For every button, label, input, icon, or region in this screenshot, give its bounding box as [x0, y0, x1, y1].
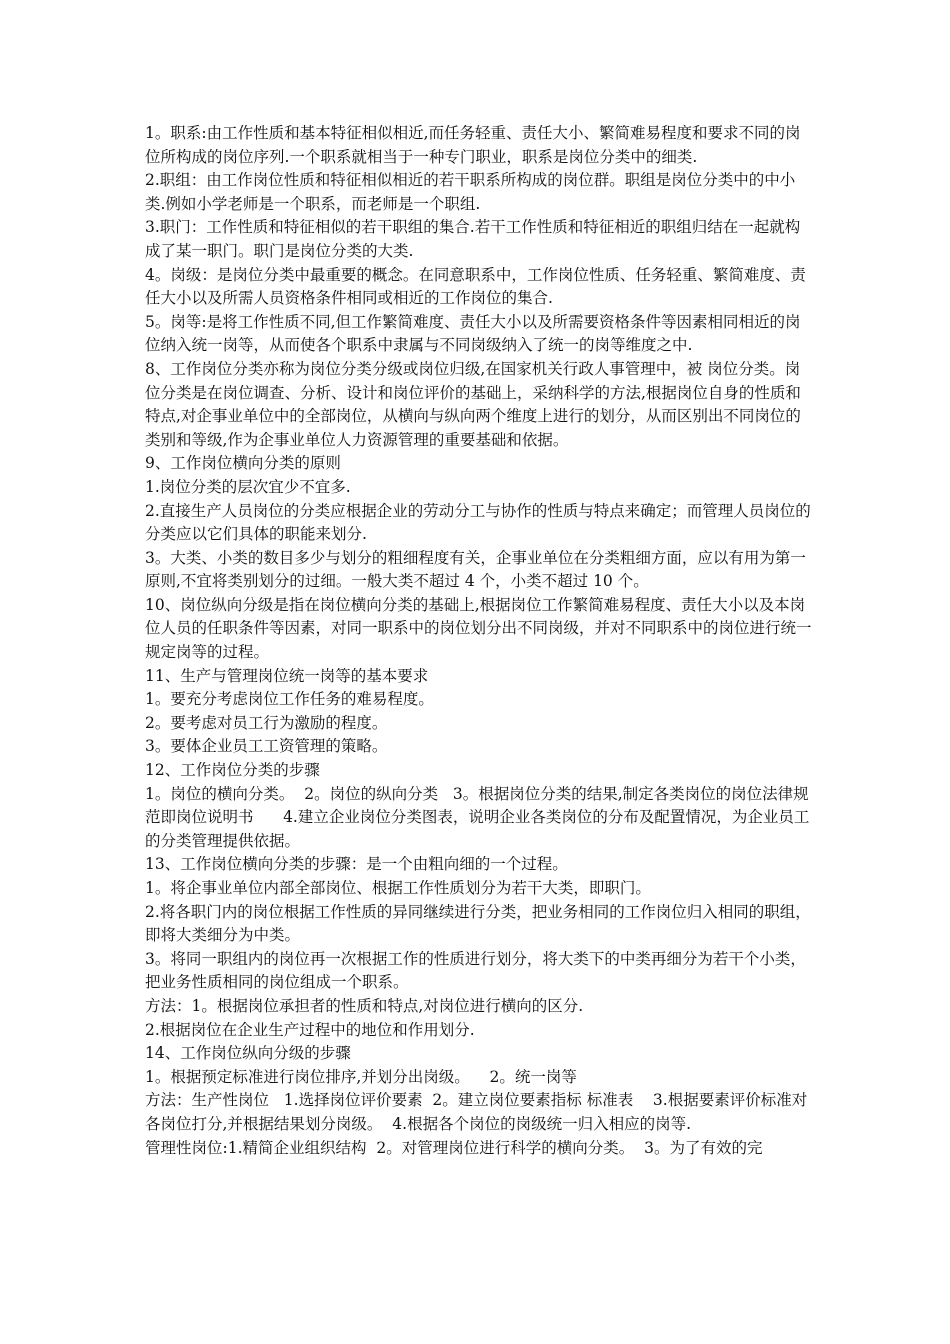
paragraph-22: 方法：1。根据岗位承担者的性质和特点,对岗位进行横向的区分. [145, 996, 584, 1015]
paragraph-4: 4。岗级：是岗位分类中最重要的概念。在同意职系中，工作岗位性质、任务轻重、繁简难度、责任大小以及所需人员资格条件相同或相近的工作岗位的集合. [145, 265, 806, 308]
paragraph-5: 5。岗等:是将工作性质不同,但工作繁简难度、责任大小以及所需要资格条件等因素相同相近的岗位纳入统一岗等，从而使各个职系中隶属与不同岗级纳入了统一的岗等维度之中. [145, 312, 801, 355]
paragraph-6: 8、工作岗位分类亦称为岗位分类分级或岗位归级,在国家机关行政人事管理中，被 岗位分类。岗位分类是在岗位调查、分析、设计和岗位评价的基础上，采纳科学的方法,根据岗位自身的性质和特点,对企事业单位中的全部岗位，从横向与纵向两个维度上进行的划分，从而区别出不同岗位的类别和等级,作为企事业单位人力资源管理的重要基础和依据。 [145, 359, 801, 449]
paragraph-27: 管理性岗位:1.精简企业组织结构 2。对管理岗位进行科学的横向分类。 3。为了有效的完 [145, 1138, 763, 1157]
paragraph-2: 2.职组：由工作岗位性质和特征相似相近的若干职系所构成的岗位群。职组是岗位分类中的中小类.例如小学老师是一个职系，而老师是一个职组. [145, 171, 796, 213]
paragraph-13: 1。要充分考虑岗位工作任务的难易程度。 [145, 690, 434, 709]
paragraph-15: 3。要体企业员工工资管理的策略。 [145, 737, 388, 756]
section-heading-13: 13、工作岗位横向分类的步骤：是一个由粗向细的一个过程。 [145, 855, 568, 874]
paragraph-3: 3.职门：工作性质和特征相似的若干职组的集合.若干工作性质和特征相近的职组归结在一起就构成了某一职门。职门是岗位分类的大类. [145, 218, 801, 260]
paragraph-9: 2.直接生产人员岗位的分类应根据企业的劳动分工与协作的性质与特点来确定；而管理人员岗位的分类应以它们具体的职能来划分. [145, 501, 811, 544]
paragraph-1: 1。职系:由工作性质和基本特征相似相近,而任务轻重、责任大小、繁简难易程度和要求不同的岗位所构成的岗位序列.一个职系就相当于一种专门职业，职系是岗位分类中的细类. [145, 124, 801, 166]
paragraph-11: 10、岗位纵向分级是指在岗位横向分类的基础上,根据岗位工作繁简难易程度、责任大小以及本岗位人员的任职条件等因素，对同一职系中的岗位划分出不同岗级，并对不同职系中的岗位进行统一规定岗等的过程。 [145, 595, 812, 662]
document-body [145, 122, 813, 1160]
paragraph-21: 3。将同一职组内的岗位再一次根据工作的性质进行划分，将大类下的中类再细分为若干个小类，把业务性质相同的岗位组成一个职系。 [145, 949, 806, 992]
section-heading-12: 12、工作岗位分类的步骤 [145, 761, 320, 780]
paragraph-23: 2.根据岗位在企业生产过程中的地位和作用划分. [145, 1020, 475, 1039]
paragraph-17: 1。岗位的横向分类。 2。岗位的纵向分类 3。根据岗位分类的结果,制定各类岗位的岗位法律规范即岗位说明书 4.建立企业岗位分类图表，说明企业各类岗位的分布及配置情况，为企业员工的分类管理提供依据。 [145, 784, 810, 850]
section-heading-14: 14、工作岗位纵向分级的步骤 [145, 1044, 351, 1063]
paragraph-8: 1.岗位分类的层次宜少不宜多. [145, 477, 351, 496]
paragraph-10: 3。大类、小类的数目多少与划分的粗细程度有关，企事业单位在分类粗细方面，应以有用为第一原则,不宜将类别划分的过细。一般大类不超过 4 个，小类不超过 10 个。 [145, 548, 806, 591]
paragraph-25: 1。根据预定标准进行岗位排序,并划分出岗级。 2。统一岗等 [145, 1067, 577, 1086]
section-heading-11: 11、生产与管理岗位统一岗等的基本要求 [145, 666, 429, 685]
section-heading-9: 9、工作岗位横向分类的原则 [145, 454, 341, 473]
paragraph-20: 2.将各职门内的岗位根据工作性质的异同继续进行分类，把业务相同的工作岗位归入相同的职组，即将大类细分为中类。 [145, 902, 811, 945]
paragraph-19: 1。将企事业单位内部全部岗位、根据工作性质划分为若干大类，即职门。 [145, 879, 651, 897]
paragraph-26: 方法：生产性岗位 1.选择岗位评价要素 2。建立岗位要素指标 标准表 3.根据要素评价标准对各岗位打分,并根据结果划分岗级。 4.根据各个岗位的岗级统一归入相应的岗等. [145, 1091, 808, 1133]
paragraph-14: 2。要考虑对员工行为激励的程度。 [145, 713, 388, 732]
